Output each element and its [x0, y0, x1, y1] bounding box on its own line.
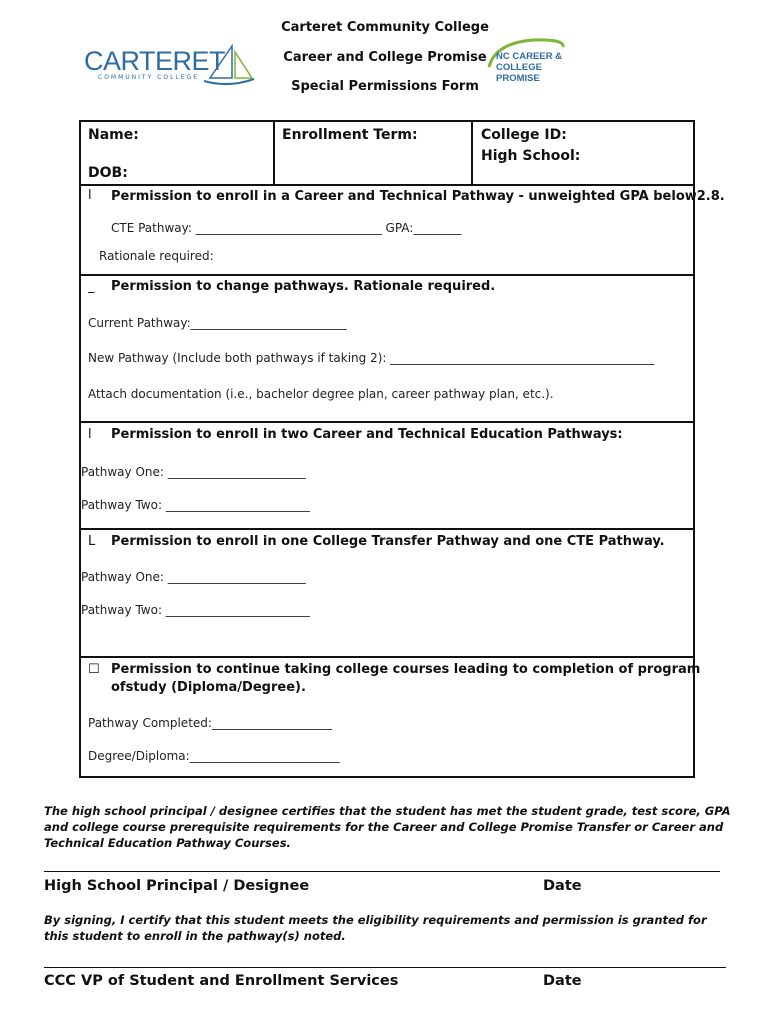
divider — [81, 656, 693, 658]
college-name: Carteret Community College — [281, 20, 489, 35]
section-title: Permission to enroll in a Career and Technical Pathway - unweighted GPA below2.8. — [111, 189, 725, 204]
section-title: Permission to enroll in one College Transfer Pathway and one CTE Pathway. — [111, 534, 665, 549]
principal-date-label: Date — [543, 878, 582, 894]
form-title: Special Permissions Form — [291, 79, 479, 94]
degree-diploma-field[interactable]: Degree/Diploma:_________________________ — [88, 749, 340, 763]
carteret-logo-text: CARTERET — [84, 46, 226, 76]
carteret-logo — [84, 44, 256, 88]
certification-text: The high school principal / designee certifies that the student has met the student grade, test score, GPA and college course prerequisite requirements for the Career and College Promise Transfer or Career and Technical Education Pathway Courses. — [44, 804, 731, 850]
section-mark: _ — [88, 279, 95, 294]
cte-pathway-gpa-field[interactable]: CTE Pathway: _______________________________ GPA:________ — [111, 221, 462, 235]
program-name: Career and College Promise — [283, 50, 487, 65]
principal-signature-line[interactable] — [44, 871, 720, 872]
divider — [81, 274, 693, 276]
section-title: Permission to enroll in two Career and Technical Education Pathways: — [111, 427, 623, 442]
pathway-one-field[interactable]: Pathway One: _______________________ — [81, 570, 306, 584]
section-title-line1: Permission to continue taking college courses leading to completion of program — [111, 662, 701, 677]
high-school-label: High School: — [481, 148, 581, 164]
carteret-logo-subtext: COMMUNITY COLLEGE — [98, 74, 199, 81]
checkbox-icon[interactable]: ☐ — [88, 662, 100, 677]
divider — [81, 184, 693, 186]
vp-date-label: Date — [543, 973, 582, 989]
section-title-line2: ofstudy (Diploma/Degree). — [111, 680, 306, 695]
section-mark: l — [88, 188, 92, 203]
pathway-two-field[interactable]: Pathway Two: ________________________ — [81, 498, 310, 512]
permissions-form — [79, 120, 725, 778]
divider — [81, 421, 693, 423]
vp-statement: By signing, I certify that this student meets the eligibility requirements and permission is granted for this student to enroll in the pathway(s) noted. — [44, 913, 707, 943]
sailboat-icon — [202, 44, 256, 86]
pathway-completed-field[interactable]: Pathway Completed:____________________ — [88, 716, 332, 730]
section-mark: L — [88, 534, 96, 549]
section-title: Permission to change pathways. Rationale required. — [111, 279, 496, 294]
rationale-field[interactable]: Rationale required: — [99, 249, 214, 263]
principal-signature-label: High School Principal / Designee — [44, 878, 310, 894]
name-label: Name: — [88, 127, 139, 143]
college-id-label: College ID: — [481, 127, 567, 143]
vp-signature-line[interactable] — [44, 967, 726, 968]
section-mark: l — [88, 427, 92, 442]
attach-documentation-note: Attach documentation (i.e., bachelor degree plan, career pathway plan, etc.). — [88, 387, 554, 401]
pathway-one-field[interactable]: Pathway One: _______________________ — [81, 465, 306, 479]
divider — [81, 528, 693, 530]
divider — [273, 122, 275, 186]
logo-right-line2: COLLEGE PROMISE — [496, 62, 542, 84]
dob-label: DOB: — [88, 165, 128, 181]
logo-right-line1: NC CAREER & — [496, 51, 562, 62]
enrollment-term-label: Enrollment Term: — [282, 127, 418, 143]
new-pathway-field[interactable]: New Pathway (Include both pathways if taking 2): ____________________________________________ — [88, 351, 655, 365]
current-pathway-field[interactable]: Current Pathway:__________________________ — [88, 316, 347, 330]
vp-signature-label: CCC VP of Student and Enrollment Services — [44, 973, 399, 989]
divider — [471, 122, 473, 186]
pathway-two-field[interactable]: Pathway Two: ________________________ — [81, 603, 310, 617]
nc-career-college-promise-logo — [485, 37, 580, 84]
